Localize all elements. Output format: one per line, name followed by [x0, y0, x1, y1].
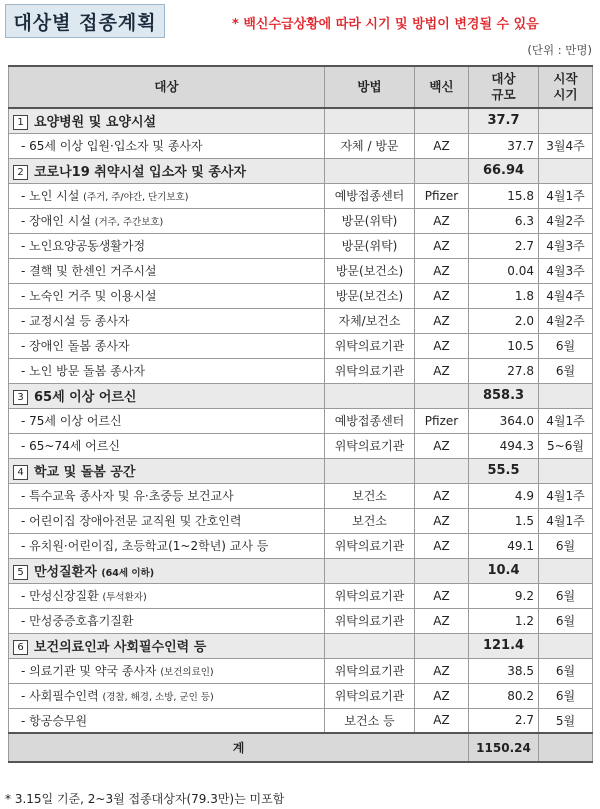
header-target: 대상 [9, 66, 325, 108]
table-body [9, 108, 593, 762]
vaccine-cell: AZ [415, 433, 469, 458]
vaccine-cell: AZ [415, 708, 469, 733]
category-start-empty [539, 558, 593, 583]
method-cell: 예방접종센터 [325, 183, 415, 208]
method-cell: 보건소 등 [325, 708, 415, 733]
category-row [9, 158, 593, 183]
target-cell [9, 208, 325, 233]
target-label: - 노인 시설 [21, 189, 80, 203]
method-cell: 위탁의료기관 [325, 533, 415, 558]
vaccine-cell: AZ [415, 683, 469, 708]
start-cell: 6월 [539, 683, 593, 708]
vaccine-cell: AZ [415, 333, 469, 358]
start-cell: 4월1주 [539, 483, 593, 508]
method-cell: 방문(보건소) [325, 283, 415, 308]
category-number: 1 [13, 115, 28, 130]
header-start-line1: 시작 [553, 71, 578, 86]
category-total: 10.4 [469, 558, 539, 583]
start-cell: 3월4주 [539, 133, 593, 158]
table-header-row [9, 66, 593, 108]
category-vaccine-empty [415, 108, 469, 133]
vaccine-cell: AZ [415, 133, 469, 158]
target-label: - 특수교육 종사자 및 유·초중등 보건교사 [21, 489, 234, 503]
category-title-cell [9, 633, 325, 658]
table-row [9, 483, 593, 508]
category-title-cell [9, 108, 325, 133]
method-cell: 위탁의료기관 [325, 683, 415, 708]
vaccine-cell: Pfizer [415, 408, 469, 433]
scale-cell: 364.0 [469, 408, 539, 433]
table-row [9, 283, 593, 308]
method-cell: 보건소 [325, 508, 415, 533]
category-row [9, 108, 593, 133]
method-cell: 위탁의료기관 [325, 358, 415, 383]
category-vaccine-empty [415, 158, 469, 183]
target-label: - 장애인 시설 [21, 214, 91, 228]
category-row [9, 383, 593, 408]
target-label: - 만성중증호흡기질환 [21, 614, 134, 628]
header-scale [469, 66, 539, 108]
start-cell: 5월 [539, 708, 593, 733]
table-row [9, 658, 593, 683]
target-cell [9, 508, 325, 533]
category-note: (64세 이하) [101, 568, 155, 579]
category-vaccine-empty [415, 633, 469, 658]
category-total: 55.5 [469, 458, 539, 483]
total-start-empty [539, 733, 593, 762]
target-label: - 사회필수인력 [21, 689, 99, 703]
category-total: 37.7 [469, 108, 539, 133]
category-number: 2 [13, 165, 28, 180]
category-title-cell [9, 383, 325, 408]
target-cell [9, 533, 325, 558]
category-vaccine-empty [415, 458, 469, 483]
start-cell: 6월 [539, 358, 593, 383]
scale-cell: 0.04 [469, 258, 539, 283]
start-cell: 4월3주 [539, 233, 593, 258]
scale-cell: 37.7 [469, 133, 539, 158]
target-label: - 노인요양공동생활가정 [21, 239, 146, 253]
method-cell: 위탁의료기관 [325, 433, 415, 458]
start-cell: 6월 [539, 333, 593, 358]
start-cell: 4월1주 [539, 408, 593, 433]
table-row [9, 608, 593, 633]
table-row [9, 708, 593, 733]
header-method: 방법 [325, 66, 415, 108]
method-cell: 위탁의료기관 [325, 333, 415, 358]
category-method-empty [325, 383, 415, 408]
target-label: - 75세 이상 어르신 [21, 414, 122, 428]
scale-cell: 1.5 [469, 508, 539, 533]
target-label: - 어린이집 장애아전문 교직원 및 간호인력 [21, 514, 242, 528]
target-label: - 유치원·어린이집, 초등학교(1~2학년) 교사 등 [21, 539, 269, 553]
vaccine-cell: AZ [415, 358, 469, 383]
table-row [9, 683, 593, 708]
table-row [9, 258, 593, 283]
category-total: 121.4 [469, 633, 539, 658]
vaccine-cell: AZ [415, 483, 469, 508]
target-note: (경찰, 해경, 소방, 군인 등) [102, 692, 214, 703]
vaccine-cell: AZ [415, 608, 469, 633]
table-row [9, 333, 593, 358]
method-cell: 자체/보건소 [325, 308, 415, 333]
target-label: - 만성신장질환 [21, 589, 99, 603]
category-row [9, 458, 593, 483]
category-method-empty [325, 633, 415, 658]
target-cell [9, 358, 325, 383]
scale-cell: 494.3 [469, 433, 539, 458]
category-row [9, 558, 593, 583]
table-row [9, 508, 593, 533]
category-vaccine-empty [415, 558, 469, 583]
table-row [9, 133, 593, 158]
start-cell: 6월 [539, 658, 593, 683]
category-start-empty [539, 633, 593, 658]
table-row [9, 358, 593, 383]
category-number: 4 [13, 465, 28, 480]
method-cell: 방문(보건소) [325, 258, 415, 283]
method-cell: 위탁의료기관 [325, 583, 415, 608]
total-label: 계 [9, 733, 469, 762]
target-label: - 65세 이상 입원·입소자 및 종사자 [21, 139, 203, 153]
scale-cell: 1.2 [469, 608, 539, 633]
vaccine-cell: AZ [415, 258, 469, 283]
category-start-empty [539, 383, 593, 408]
table-row [9, 208, 593, 233]
method-cell: 자체 / 방문 [325, 133, 415, 158]
category-number: 3 [13, 390, 28, 405]
header-scale-line2: 규모 [491, 87, 516, 102]
category-number: 6 [13, 640, 28, 655]
vaccine-cell: AZ [415, 508, 469, 533]
footnote: * 3.15일 기준, 2~3월 접종대상자(79.3만)는 미포함 [5, 792, 285, 806]
scale-cell: 2.7 [469, 708, 539, 733]
scale-cell: 9.2 [469, 583, 539, 608]
vaccine-cell: AZ [415, 283, 469, 308]
category-start-empty [539, 158, 593, 183]
category-title-cell [9, 458, 325, 483]
target-cell [9, 583, 325, 608]
category-title: 보건의료인과 사회필수인력 등 [34, 640, 207, 655]
scale-cell: 1.8 [469, 283, 539, 308]
vaccine-cell: AZ [415, 533, 469, 558]
scale-cell: 4.9 [469, 483, 539, 508]
method-cell: 위탁의료기관 [325, 608, 415, 633]
table-row [9, 408, 593, 433]
scale-cell: 38.5 [469, 658, 539, 683]
category-title: 요양병원 및 요양시설 [34, 115, 157, 131]
scale-cell: 2.7 [469, 233, 539, 258]
target-cell [9, 608, 325, 633]
start-cell: 4월4주 [539, 283, 593, 308]
target-cell [9, 408, 325, 433]
category-method-empty [325, 158, 415, 183]
target-note: (보건의료인) [160, 667, 214, 678]
target-note: (거주, 주간보호) [94, 217, 164, 228]
total-value: 1150.24 [469, 733, 539, 762]
target-cell [9, 133, 325, 158]
target-note: (주거, 주/야간, 단기보호) [83, 192, 189, 203]
target-cell [9, 258, 325, 283]
vaccine-cell: AZ [415, 208, 469, 233]
start-cell: 4월1주 [539, 183, 593, 208]
header-vaccine: 백신 [415, 66, 469, 108]
header-start [539, 66, 593, 108]
start-cell: 5~6월 [539, 433, 593, 458]
target-note: (투석환자) [102, 592, 147, 603]
target-cell [9, 658, 325, 683]
category-method-empty [325, 108, 415, 133]
target-cell [9, 283, 325, 308]
target-cell [9, 708, 325, 733]
category-title: 코로나19 취약시설 입소자 및 종사자 [34, 165, 247, 180]
scale-cell: 6.3 [469, 208, 539, 233]
start-cell: 4월2주 [539, 208, 593, 233]
category-total: 858.3 [469, 383, 539, 408]
table-row [9, 433, 593, 458]
category-number: 5 [13, 565, 28, 580]
target-cell [9, 483, 325, 508]
category-title-cell [9, 158, 325, 183]
target-cell [9, 308, 325, 333]
header-start-line2: 시기 [553, 87, 578, 102]
method-cell: 보건소 [325, 483, 415, 508]
unit-label: (단위 : 만명) [527, 43, 592, 57]
target-label: - 교정시설 등 종사자 [21, 314, 130, 328]
start-cell: 4월3주 [539, 258, 593, 283]
category-start-empty [539, 458, 593, 483]
method-cell: 위탁의료기관 [325, 658, 415, 683]
method-cell: 방문(위탁) [325, 233, 415, 258]
category-vaccine-empty [415, 383, 469, 408]
page-title: 대상별 접종계획 [5, 4, 165, 38]
start-cell: 6월 [539, 583, 593, 608]
target-cell [9, 683, 325, 708]
target-cell [9, 233, 325, 258]
scale-cell: 2.0 [469, 308, 539, 333]
vaccine-cell: AZ [415, 583, 469, 608]
category-title: 65세 이상 어르신 [34, 390, 137, 405]
change-notice: * 백신수급상황에 따라 시기 및 방법이 변경될 수 있음 [232, 17, 539, 32]
vaccine-cell: AZ [415, 233, 469, 258]
category-start-empty [539, 108, 593, 133]
scale-cell: 10.5 [469, 333, 539, 358]
vaccine-cell: Pfizer [415, 183, 469, 208]
vaccine-cell: AZ [415, 658, 469, 683]
target-label: - 65~74세 어르신 [21, 439, 120, 453]
vaccination-plan-table [8, 65, 593, 763]
table-row [9, 583, 593, 608]
start-cell: 4월2주 [539, 308, 593, 333]
category-row [9, 633, 593, 658]
category-title-cell [9, 558, 325, 583]
target-label: - 결핵 및 한센인 거주시설 [21, 264, 157, 278]
start-cell: 6월 [539, 608, 593, 633]
scale-cell: 49.1 [469, 533, 539, 558]
table-row [9, 233, 593, 258]
target-cell [9, 433, 325, 458]
category-title: 학교 및 돌봄 공간 [34, 465, 136, 480]
category-method-empty [325, 558, 415, 583]
table-row [9, 308, 593, 333]
vaccine-cell: AZ [415, 308, 469, 333]
scale-cell: 80.2 [469, 683, 539, 708]
target-cell [9, 333, 325, 358]
table-row [9, 533, 593, 558]
target-label: - 노숙인 거주 및 이용시설 [21, 289, 157, 303]
scale-cell: 15.8 [469, 183, 539, 208]
category-method-empty [325, 458, 415, 483]
scale-cell: 27.8 [469, 358, 539, 383]
target-cell [9, 183, 325, 208]
header-scale-line1: 대상 [491, 71, 516, 86]
category-title: 만성질환자 [34, 565, 97, 580]
table-row [9, 183, 593, 208]
start-cell: 4월1주 [539, 508, 593, 533]
target-label: - 의료기관 및 약국 종사자 [21, 664, 157, 678]
method-cell: 예방접종센터 [325, 408, 415, 433]
target-label: - 장애인 돌봄 종사자 [21, 339, 130, 353]
method-cell: 방문(위탁) [325, 208, 415, 233]
total-row [9, 733, 593, 762]
start-cell: 6월 [539, 533, 593, 558]
category-total: 66.94 [469, 158, 539, 183]
target-label: - 항공승무원 [21, 713, 88, 728]
target-label: - 노인 방문 돌봄 종사자 [21, 364, 145, 378]
